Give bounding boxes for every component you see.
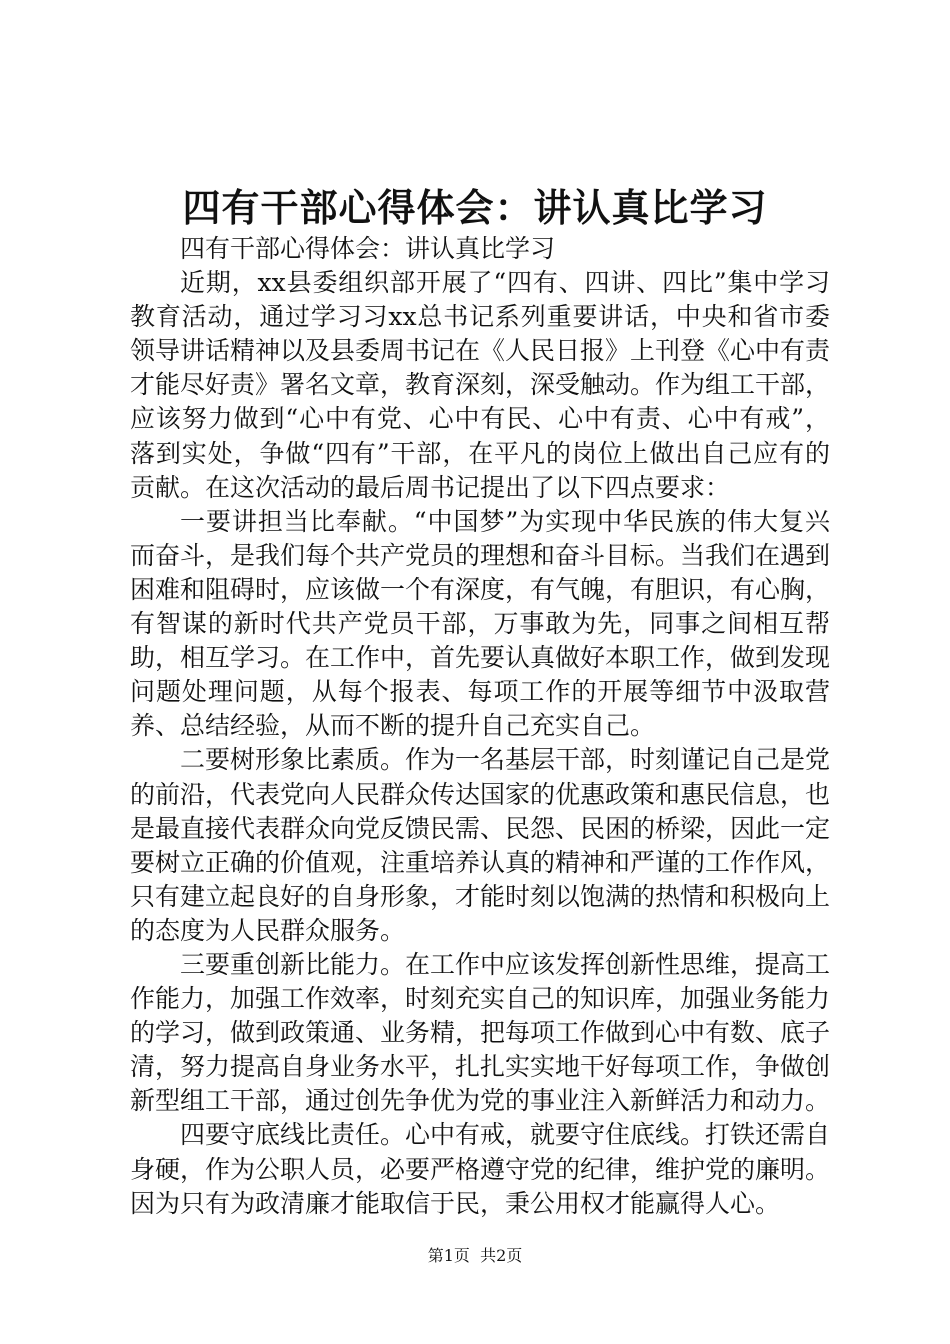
paragraph-subtitle: 四有干部心得体会：讲认真比学习 xyxy=(180,234,556,263)
page-number-current: 第1页 xyxy=(427,1246,470,1265)
paragraph-point-2: 二要树形象比素质。作为一名基层干部，时刻谨记自己是党的前沿，代表党向人民群众传达国家的优惠政策和惠民信息，也是最直接代表群众向党反馈民需、民怨、民困的桥梁，因此一定要树立正确的价值观，注重培养认真的精神和严谨的工作作风，只有建立起良好的自身形象，才能时刻以饱满的热情和积极向上的态度为人民群众服务。 xyxy=(130,745,831,945)
paragraph-point-1: 一要讲担当比奉献。“中国梦”为实现中华民族的伟大复兴而奋斗，是我们每个共产党员的理想和奋斗目标。当我们在遇到困难和阻碍时，应该做一个有深度，有气魄，有胆识，有心胸，有智谋的新时代共产党员干部，万事敢为先，同事之间相互帮助，相互学习。在工作中，首先要认真做好本职工作，做到发现问题处理问题，从每个报表、每项工作的开展等细节中汲取营养、总结经验，从而不断的提升自己充实自己。 xyxy=(130,506,831,741)
document-body xyxy=(130,232,830,1221)
document-title: 四有干部心得体会：讲认真比学习 xyxy=(182,185,768,230)
paragraph-point-3: 三要重创新比能力。在工作中应该发挥创新性思维，提高工作能力，加强工作效率，时刻充实自己的知识库，加强业务能力的学习，做到政策通、业务精，把每项工作做到心中有数、底子清，努力提高自身业务水平，扎扎实实地干好每项工作，争做创新型组工干部，通过创先争优为党的事业注入新鲜活力和动力。 xyxy=(130,949,831,1116)
page-footer xyxy=(0,1244,950,1268)
paragraph-point-4: 四要守底线比责任。心中有戒，就要守住底线。打铁还需自身硬，作为公职人员，必要严格遵守党的纪律，维护党的廉明。因为只有为政清廉才能取信于民，秉公用权才能赢得人心。 xyxy=(130,1120,831,1218)
page-number-total: 共2页 xyxy=(480,1246,523,1265)
footer-separator xyxy=(470,1246,480,1265)
paragraph-intro: 近期，xx县委组织部开展了“四有、四讲、四比”集中学习教育活动，通过学习习xx总书记系列重要讲话，中央和省市委领导讲话精神以及县委周书记在《人民日报》上刊登《心中有责才能尽好责》署名文章，教育深刻，深受触动。作为组工干部，应该努力做到“心中有党、心中有民、心中有责、心中有戒”，落到实处，争做“四有”干部，在平凡的岗位上做出自己应有的贡献。在这次活动的最后周书记提出了以下四点要求： xyxy=(130,268,831,502)
